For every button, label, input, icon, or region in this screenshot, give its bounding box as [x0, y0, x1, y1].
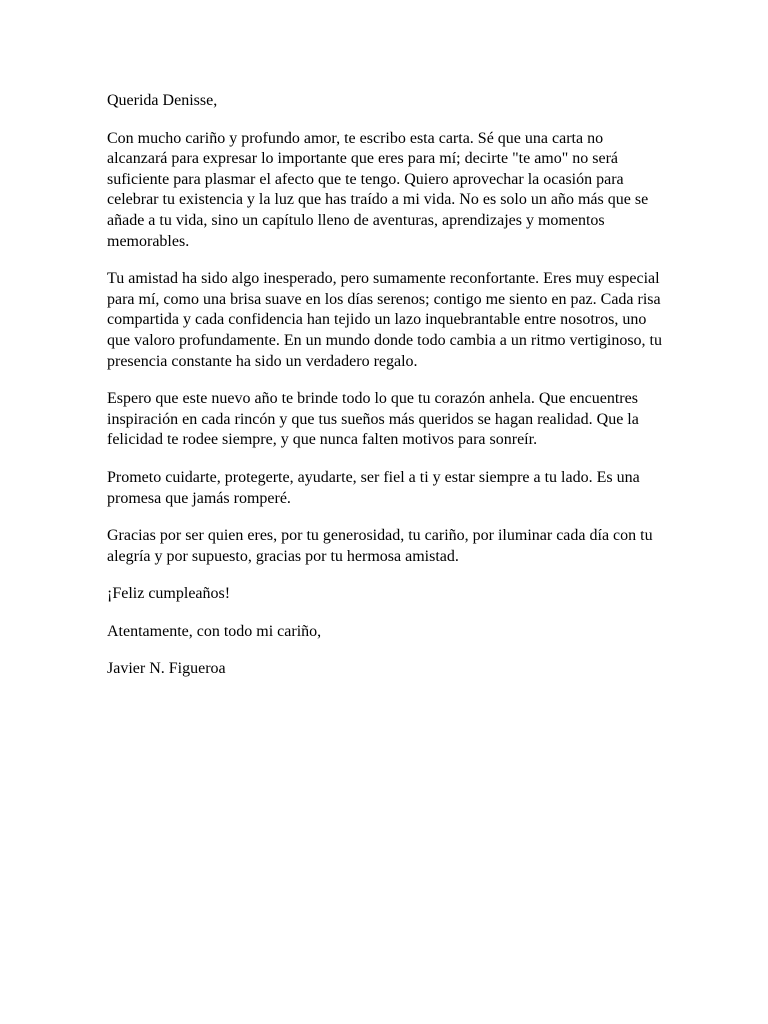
letter-paragraph-4: Prometo cuidarte, protegerte, ayudarte, ser fiel a ti y estar siempre a tu lado. Es una promesa que jamás romperé.	[107, 468, 640, 507]
letter-paragraph-3: Espero que este nuevo año te brinde todo lo que tu corazón anhela. Que encuentres inspiración en cada rincón y que tus sueños más queridos se hagan realidad. Que la felicidad te rodee siempre, y que nunca falten motivos para sonreír.	[107, 390, 639, 449]
letter-paragraph-2: Tu amistad ha sido algo inesperado, pero sumamente reconfortante. Eres muy especial para mí, como una brisa suave en los días serenos; contigo me siento en paz. Cada risa compartida y cada confidencia han tejido un lazo inquebrantable entre nosotros, uno que valoro profundamente. En un mundo donde todo cambia a un ritmo vertiginoso, tu presencia constante ha sido un verdadero regalo.	[107, 270, 662, 370]
letter-greeting: Querida Denisse,	[107, 92, 218, 109]
letter-exclamation: ¡Feliz cumpleaños!	[107, 585, 231, 603]
letter-paragraph-1: Con mucho cariño y profundo amor, te escribo esta carta. Sé que una carta no alcanzará para expresar lo importante que eres para mí; decirte "te amo" no será suficiente para plasmar el afecto que te tengo. Quiero aprovechar la ocasión para celebrar tu existencia y la luz que has traído a mi vida. No es solo un año más que se añade a tu vida, sino un capítulo lleno de aventuras, aprendizajes y momentos memorables.	[107, 129, 649, 250]
letter-signature: Javier N. Figueroa	[107, 660, 226, 678]
letter-paragraph-5: Gracias por ser quien eres, por tu generosidad, tu cariño, por iluminar cada día con tu alegría y por supuesto, gracias por tu hermosa amistad.	[107, 527, 653, 565]
letter-closing: Atentamente, con todo mi cariño,	[107, 622, 322, 640]
letter-page	[107, 91, 667, 697]
